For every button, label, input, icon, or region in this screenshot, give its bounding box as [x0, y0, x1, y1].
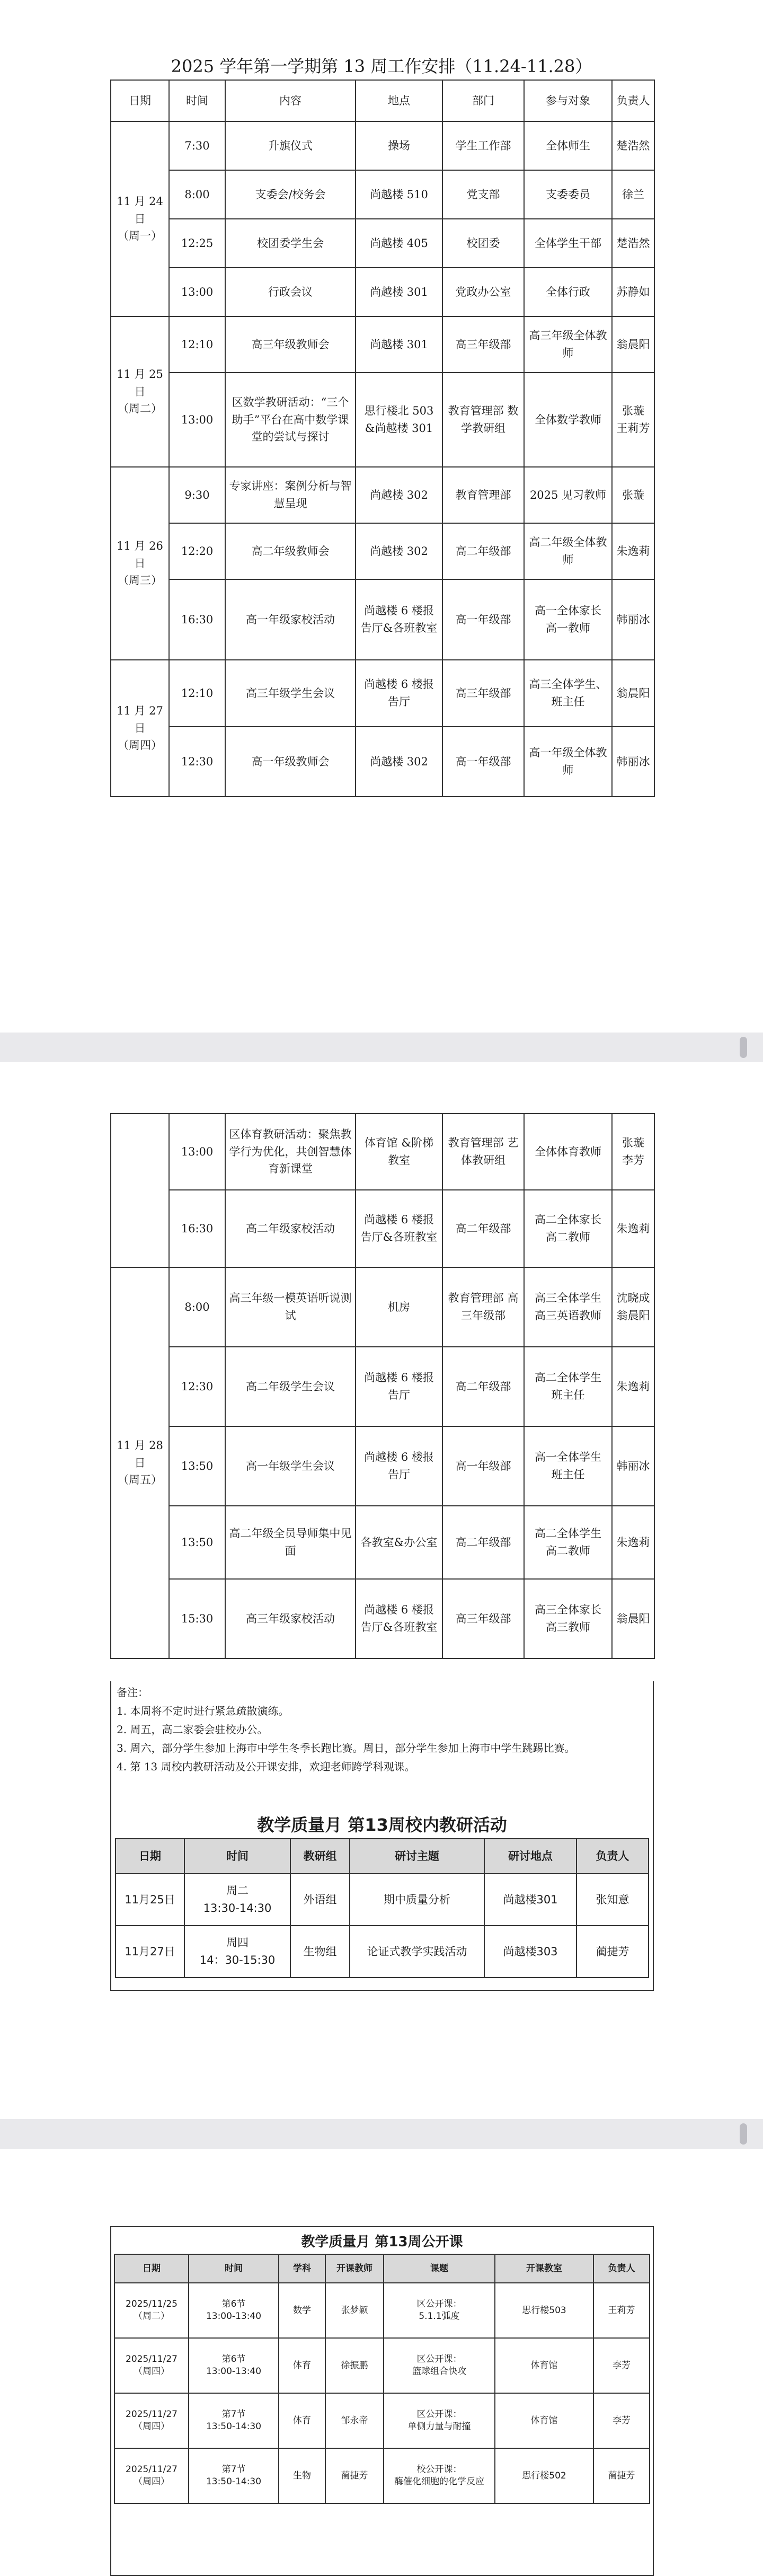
schedule-time-cell: 16:30 [169, 1190, 225, 1267]
schedule-participants-cell: 2025 见习教师 [524, 467, 612, 523]
public-class-teacher-cell: 蔺捷芳 [325, 2448, 384, 2503]
public-class-teacher-cell: 张梦颖 [325, 2283, 384, 2338]
schedule-place-cell: 各教室&办公室 [356, 1506, 442, 1579]
research-activity-title: 教学质量月 第13周校内教研活动 [257, 1815, 507, 1835]
public-class-teacher-cell: 徐振鹏 [325, 2338, 384, 2393]
public-class-subject-cell: 生物 [279, 2448, 325, 2503]
schedule-lead-cell: 张璇 李芳 [612, 1114, 654, 1190]
schedule-content-cell: 高一年级教师会 [225, 727, 356, 797]
schedule-time-cell: 16:30 [169, 579, 225, 660]
schedule-place-cell: 思行楼北 503 &尚越楼 301 [356, 373, 442, 467]
schedule-dept-cell: 高三年级部 [442, 1579, 524, 1658]
schedule-lead-cell: 朱逸莉 [612, 1347, 654, 1426]
public-class-row [114, 2283, 650, 2338]
schedule-dept-cell: 党支部 [442, 170, 524, 219]
schedule-row [111, 1347, 654, 1426]
public-class-title: 教学质量月 第13周公开课 [301, 2234, 463, 2250]
schedule-content-cell: 高二年级全员导师集中见面 [225, 1506, 356, 1579]
public-class-header-row [114, 2254, 650, 2283]
public-class-time-cell: 第7节 13:50-14:30 [189, 2393, 279, 2448]
weekly-schedule-table-continued [110, 1113, 655, 1659]
schedule-row [111, 579, 654, 660]
schedule-date-cell: 11 月 26 日 （周三） [111, 467, 169, 660]
research-date-cell: 11月25日 [116, 1874, 184, 1926]
public-class-row [114, 2338, 650, 2393]
schedule-row [111, 316, 654, 373]
schedule-dept-cell: 校团委 [442, 219, 524, 268]
schedule-place-cell: 尚越楼 6 楼报告厅 [356, 1347, 442, 1426]
schedule-date-cell: 11 月 27 日 （周四） [111, 660, 169, 797]
schedule-header-cell: 负责人 [612, 80, 654, 121]
schedule-lead-cell: 沈晓成 翁晨阳 [612, 1267, 654, 1347]
schedule-dept-cell: 学生工作部 [442, 121, 524, 170]
public-class-header-cell: 时间 [189, 2254, 279, 2283]
public-class-room-cell: 体育馆 [495, 2338, 593, 2393]
schedule-row [111, 467, 654, 523]
public-class-header-cell: 负责人 [593, 2254, 650, 2283]
schedule-date-cell: 11 月 25 日 （周二） [111, 316, 169, 467]
schedule-row [111, 170, 654, 219]
research-header-cell: 研讨地点 [484, 1839, 576, 1874]
schedule-dept-cell: 教育管理部 [442, 467, 524, 523]
public-class-subject-cell: 体育 [279, 2393, 325, 2448]
schedule-lead-cell: 张璇 王莉芳 [612, 373, 654, 467]
note-item: 4. 第 13 周校内教研活动及公开课安排，欢迎老师跨学科观课。 [117, 1760, 415, 1773]
public-class-teacher-cell: 邹永帝 [325, 2393, 384, 2448]
schedule-row [111, 121, 654, 170]
schedule-participants-cell: 高二全体学生 高二教师 [524, 1506, 612, 1579]
schedule-date-cell: 11 月 24 日 （周一） [111, 121, 169, 316]
public-class-room-cell: 思行楼503 [495, 2283, 593, 2338]
schedule-dept-cell: 高一年级部 [442, 579, 524, 660]
schedule-lead-cell: 楚浩然 [612, 219, 654, 268]
schedule-lead-cell: 张璇 [612, 467, 654, 523]
page-separator [0, 2119, 763, 2149]
schedule-content-cell: 高一年级学生会议 [225, 1426, 356, 1506]
research-lead-cell: 蔺捷芳 [576, 1926, 649, 1978]
notes-label: 备注： [117, 1686, 148, 1699]
public-class-room-cell: 体育馆 [495, 2393, 593, 2448]
schedule-header-cell: 地点 [356, 80, 442, 121]
schedule-row [111, 268, 654, 316]
schedule-time-cell: 12:30 [169, 1347, 225, 1426]
schedule-dept-cell: 高二年级部 [442, 1190, 524, 1267]
schedule-place-cell: 尚越楼 301 [356, 316, 442, 373]
public-class-header-cell: 开课教师 [325, 2254, 384, 2283]
research-activity-section [110, 1798, 654, 1991]
schedule-row [111, 727, 654, 797]
schedule-content-cell: 高二年级家校活动 [225, 1190, 356, 1267]
schedule-time-cell: 9:30 [169, 467, 225, 523]
schedule-header-row [111, 80, 654, 121]
schedule-row [111, 1579, 654, 1658]
schedule-dept-cell: 教育管理部 数学教研组 [442, 373, 524, 467]
schedule-content-cell: 校团委学生会 [225, 219, 356, 268]
schedule-participants-cell: 全体学生干部 [524, 219, 612, 268]
note-item: 2. 周五，高二家委会驻校办公。 [117, 1723, 268, 1736]
public-class-room-cell: 思行楼502 [495, 2448, 593, 2503]
schedule-content-cell: 区数学教研活动：“三个助手”平台在高中数学课堂的尝试与探讨 [225, 373, 356, 467]
schedule-lead-cell: 朱逸莉 [612, 1190, 654, 1267]
public-class-header-cell: 开课教室 [495, 2254, 593, 2283]
schedule-header-cell: 时间 [169, 80, 225, 121]
schedule-time-cell: 13:50 [169, 1506, 225, 1579]
schedule-place-cell: 尚越楼 301 [356, 268, 442, 316]
schedule-dept-cell: 高二年级部 [442, 1506, 524, 1579]
schedule-time-cell: 13:00 [169, 268, 225, 316]
schedule-lead-cell: 韩丽冰 [612, 1426, 654, 1506]
schedule-place-cell: 尚越楼 302 [356, 467, 442, 523]
schedule-lead-cell: 朱逸莉 [612, 523, 654, 579]
public-class-header-cell: 日期 [114, 2254, 189, 2283]
note-item: 3. 周六，部分学生参加上海市中学生冬季长跑比赛。周日，部分学生参加上海市中学生跳踢比赛。 [117, 1742, 575, 1754]
research-place-cell: 尚越楼301 [484, 1874, 576, 1926]
schedule-content-cell: 支委会/校务会 [225, 170, 356, 219]
public-class-time-cell: 第6节 13:00-13:40 [189, 2283, 279, 2338]
schedule-header-cell: 内容 [225, 80, 356, 121]
schedule-time-cell: 13:00 [169, 1114, 225, 1190]
schedule-content-cell: 高三年级教师会 [225, 316, 356, 373]
research-row [116, 1926, 649, 1978]
schedule-time-cell: 12:10 [169, 660, 225, 727]
schedule-row [111, 1114, 654, 1190]
schedule-place-cell: 尚越楼 302 [356, 727, 442, 797]
research-header-cell: 教研组 [290, 1839, 350, 1874]
schedule-time-cell: 8:00 [169, 1267, 225, 1347]
schedule-dept-cell: 教育管理部 艺体教研组 [442, 1114, 524, 1190]
schedule-participants-cell: 高二全体家长 高二教师 [524, 1190, 612, 1267]
page-title: 2025 学年第一学期第 13 周工作安排（11.24-11.28） [171, 56, 592, 76]
public-class-date-cell: 2025/11/27 （周四） [114, 2393, 189, 2448]
schedule-content-cell: 高一年级家校活动 [225, 579, 356, 660]
schedule-lead-cell: 徐兰 [612, 170, 654, 219]
research-time-cell: 周四 14：30-15:30 [184, 1926, 290, 1978]
research-header-cell: 研讨主题 [350, 1839, 484, 1874]
schedule-dept-cell: 高一年级部 [442, 727, 524, 797]
schedule-participants-cell: 高一年级全体教师 [524, 727, 612, 797]
schedule-participants-cell: 高三全体学生 高三英语教师 [524, 1267, 612, 1347]
schedule-time-cell: 12:30 [169, 727, 225, 797]
public-class-header-cell: 学科 [279, 2254, 325, 2283]
page-separator [0, 1033, 763, 1062]
schedule-participants-cell: 高三年级全体教师 [524, 316, 612, 373]
research-date-cell: 11月27日 [116, 1926, 184, 1978]
public-class-date-cell: 2025/11/27 （周四） [114, 2338, 189, 2393]
schedule-lead-cell: 苏静如 [612, 268, 654, 316]
schedule-time-cell: 12:10 [169, 316, 225, 373]
schedule-place-cell: 尚越楼 405 [356, 219, 442, 268]
schedule-lead-cell: 韩丽冰 [612, 579, 654, 660]
notes-section [110, 1681, 654, 1798]
schedule-participants-cell: 全体行政 [524, 268, 612, 316]
schedule-row [111, 660, 654, 727]
public-class-section [110, 2226, 654, 2576]
schedule-participants-cell: 高一全体学生 班主任 [524, 1426, 612, 1506]
public-class-time-cell: 第7节 13:50-14:30 [189, 2448, 279, 2503]
schedule-lead-cell: 翁晨阳 [612, 316, 654, 373]
schedule-participants-cell: 高二全体学生 班主任 [524, 1347, 612, 1426]
schedule-header-cell: 参与对象 [524, 80, 612, 121]
schedule-place-cell: 尚越楼 6 楼报告厅 [356, 1426, 442, 1506]
schedule-content-cell: 高二年级教师会 [225, 523, 356, 579]
schedule-content-cell: 高三年级一模英语听说测试 [225, 1267, 356, 1347]
schedule-lead-cell: 翁晨阳 [612, 1579, 654, 1658]
schedule-dept-cell: 教育管理部 高三年级部 [442, 1267, 524, 1347]
schedule-time-cell: 12:25 [169, 219, 225, 268]
schedule-lead-cell: 楚浩然 [612, 121, 654, 170]
public-class-date-cell: 2025/11/25 （周二） [114, 2283, 189, 2338]
schedule-row [111, 1190, 654, 1267]
schedule-participants-cell: 全体数学教师 [524, 373, 612, 467]
schedule-content-cell: 行政会议 [225, 268, 356, 316]
schedule-dept-cell: 高三年级部 [442, 316, 524, 373]
schedule-header-cell: 部门 [442, 80, 524, 121]
note-item: 1. 本周将不定时进行紧急疏散演练。 [117, 1705, 289, 1717]
schedule-place-cell: 尚越楼 6 楼报告厅&各班教室 [356, 1579, 442, 1658]
schedule-row [111, 1506, 654, 1579]
schedule-content-cell: 区体育教研活动：聚焦教学行为优化，共创智慧体育新课堂 [225, 1114, 356, 1190]
schedule-date-cell [111, 1114, 169, 1267]
schedule-place-cell: 尚越楼 6 楼报告厅 [356, 660, 442, 727]
schedule-place-cell: 尚越楼 6 楼报告厅&各班教室 [356, 1190, 442, 1267]
schedule-row [111, 1267, 654, 1347]
schedule-header-cell: 日期 [111, 80, 169, 121]
research-group-cell: 外语组 [290, 1874, 350, 1926]
research-lead-cell: 张知意 [576, 1874, 649, 1926]
schedule-place-cell: 体育馆 &阶梯教室 [356, 1114, 442, 1190]
public-class-topic-cell: 区公开课： 单侧力量与耐撞 [384, 2393, 495, 2448]
schedule-content-cell: 高三年级学生会议 [225, 660, 356, 727]
schedule-row [111, 523, 654, 579]
schedule-time-cell: 13:50 [169, 1426, 225, 1506]
research-time-cell: 周二 13:30-14:30 [184, 1874, 290, 1926]
schedule-time-cell: 7:30 [169, 121, 225, 170]
public-class-lead-cell: 王莉芳 [593, 2283, 650, 2338]
research-place-cell: 尚越楼303 [484, 1926, 576, 1978]
schedule-place-cell: 尚越楼 510 [356, 170, 442, 219]
schedule-participants-cell: 全体师生 [524, 121, 612, 170]
public-class-subject-cell: 数学 [279, 2283, 325, 2338]
schedule-time-cell: 8:00 [169, 170, 225, 219]
schedule-dept-cell: 党政办公室 [442, 268, 524, 316]
schedule-lead-cell: 朱逸莉 [612, 1506, 654, 1579]
research-topic-cell: 期中质量分析 [350, 1874, 484, 1926]
schedule-participants-cell: 高二年级全体教师 [524, 523, 612, 579]
schedule-lead-cell: 韩丽冰 [612, 727, 654, 797]
research-topic-cell: 论证式教学实践活动 [350, 1926, 484, 1978]
schedule-participants-cell: 全体体育教师 [524, 1114, 612, 1190]
public-class-header-cell: 课题 [384, 2254, 495, 2283]
public-class-time-cell: 第6节 13:00-13:40 [189, 2338, 279, 2393]
public-class-topic-cell: 校公开课： 酶催化细胞的化学反应 [384, 2448, 495, 2503]
schedule-dept-cell: 高二年级部 [442, 523, 524, 579]
research-header-cell: 日期 [116, 1839, 184, 1874]
research-header-row [116, 1839, 649, 1874]
schedule-place-cell: 机房 [356, 1267, 442, 1347]
schedule-lead-cell: 翁晨阳 [612, 660, 654, 727]
public-class-lead-cell: 李芳 [593, 2393, 650, 2448]
schedule-dept-cell: 高三年级部 [442, 660, 524, 727]
schedule-place-cell: 操场 [356, 121, 442, 170]
public-class-date-cell: 2025/11/27 （周四） [114, 2448, 189, 2503]
public-class-subject-cell: 体育 [279, 2338, 325, 2393]
schedule-content-cell: 专家讲座：案例分析与智慧呈现 [225, 467, 356, 523]
schedule-place-cell: 尚越楼 6 楼报告厅&各班教室 [356, 579, 442, 660]
public-class-lead-cell: 李芳 [593, 2338, 650, 2393]
schedule-date-cell: 11 月 28 日 （周五） [111, 1267, 169, 1658]
schedule-dept-cell: 高一年级部 [442, 1426, 524, 1506]
research-activity-table [115, 1838, 649, 1978]
schedule-content-cell: 高三年级家校活动 [225, 1579, 356, 1658]
schedule-participants-cell: 高一全体家长 高一教师 [524, 579, 612, 660]
research-header-cell: 负责人 [576, 1839, 649, 1874]
schedule-time-cell: 12:20 [169, 523, 225, 579]
research-group-cell: 生物组 [290, 1926, 350, 1978]
public-class-topic-cell: 区公开课： 篮球组合快攻 [384, 2338, 495, 2393]
schedule-participants-cell: 高三全体学生、班主任 [524, 660, 612, 727]
public-class-row [114, 2393, 650, 2448]
research-header-cell: 时间 [184, 1839, 290, 1874]
schedule-content-cell: 高二年级学生会议 [225, 1347, 356, 1426]
schedule-row [111, 219, 654, 268]
public-class-lead-cell: 蔺捷芳 [593, 2448, 650, 2503]
schedule-row [111, 373, 654, 467]
public-class-topic-cell: 区公开课： 5.1.1弧度 [384, 2283, 495, 2338]
schedule-time-cell: 15:30 [169, 1579, 225, 1658]
schedule-participants-cell: 支委委员 [524, 170, 612, 219]
public-class-row [114, 2448, 650, 2503]
schedule-time-cell: 13:00 [169, 373, 225, 467]
schedule-content-cell: 升旗仪式 [225, 121, 356, 170]
schedule-dept-cell: 高二年级部 [442, 1347, 524, 1426]
schedule-row [111, 1426, 654, 1506]
research-row [116, 1874, 649, 1926]
schedule-place-cell: 尚越楼 302 [356, 523, 442, 579]
public-class-table [114, 2254, 650, 2504]
weekly-schedule-table [110, 80, 655, 797]
schedule-participants-cell: 高三全体家长 高三教师 [524, 1579, 612, 1658]
